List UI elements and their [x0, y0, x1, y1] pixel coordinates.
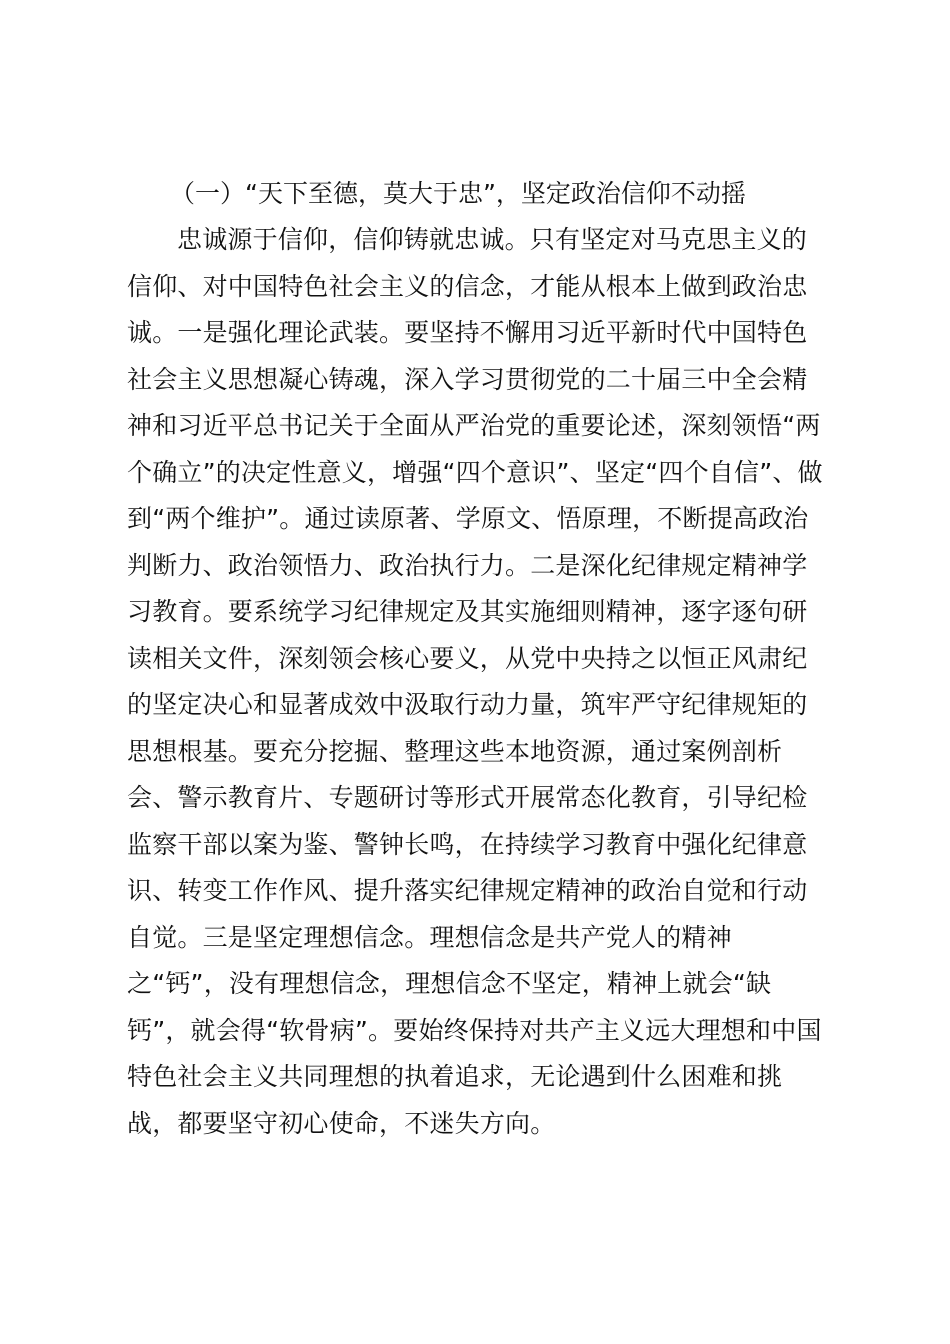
- body-line: 监察干部以案为鉴、警钟长鸣，在持续学习教育中强化纪律意: [127, 829, 808, 859]
- body-line: 习教育。要系统学习纪律规定及其实施细则精神，逐字逐句研: [127, 597, 808, 626]
- section-body: [127, 217, 847, 1147]
- body-line: 战，都要坚守初心使命，不迷失方向。: [127, 1108, 556, 1138]
- body-line: 特色社会主义共同理想的执着追求，无论遇到什么困难和挑: [127, 1062, 783, 1091]
- body-line: 思想根基。要充分挖掘、整理这些本地资源，通过案例剖析: [127, 736, 783, 766]
- body-line: 诚。一是强化理论武装。要坚持不懈用习近平新时代中国特色: [127, 318, 808, 347]
- body-line: 钙”，就会得“软骨病”。要始终保持对共产主义远大理想和中国: [127, 1015, 822, 1045]
- body-line: 到“两个维护”。通过读原著、学原文、悟原理，不断提高政治: [127, 504, 809, 533]
- section-heading: （一）“天下至德，莫大于忠”，坚定政治信仰不动摇: [170, 179, 746, 208]
- body-line: 社会主义思想凝心铸魂，深入学习贯彻党的二十届三中全会精: [127, 364, 808, 394]
- body-line: 读相关文件，深刻领会核心要义，从党中央持之以恒正风肃纪: [127, 643, 808, 673]
- body-line: 信仰、对中国特色社会主义的信念，才能从根本上做到政治忠: [127, 271, 808, 301]
- body-line: 会、警示教育片、专题研讨等形式开展常态化教育，引导纪检: [127, 783, 808, 812]
- body-line: 的坚定决心和显著成效中汲取行动力量，筑牢严守纪律规矩的: [127, 690, 808, 719]
- body-line: 神和习近平总书记关于全面从严治党的重要论述，深刻领悟“两: [127, 411, 821, 440]
- body-line: 识、转变工作作风、提升落实纪律规定精神的政治自觉和行动: [127, 876, 808, 905]
- body-line: 个确立”的决定性意义，增强“四个意识”、坚定“四个自信”、做: [127, 457, 823, 487]
- body-line: 自觉。三是坚定理想信念。理想信念是共产党人的精神: [127, 922, 732, 952]
- body-line: 判断力、政治领悟力、政治执行力。二是深化纪律规定精神学: [127, 550, 808, 580]
- body-line: 之“钙”，没有理想信念，理想信念不坚定，精神上就会“缺: [127, 969, 772, 998]
- body-line: 忠诚源于信仰，信仰铸就忠诚。只有坚定对马克思主义的: [177, 225, 808, 254]
